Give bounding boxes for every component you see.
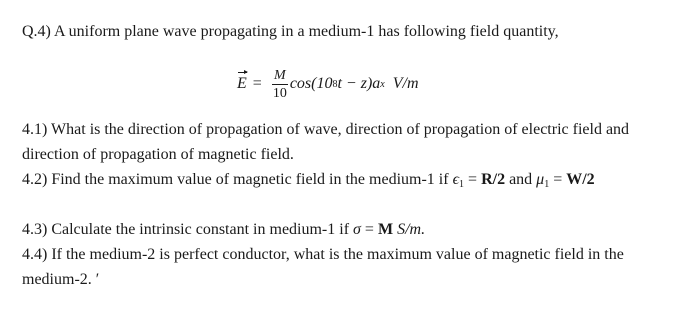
- mu-symbol: μ: [536, 171, 545, 188]
- fraction-numerator: M: [273, 67, 286, 83]
- part-4-2: [22, 170, 595, 195]
- fraction-bar: [272, 84, 288, 85]
- mu-value: W/2: [566, 171, 595, 188]
- equals-3: =: [360, 221, 378, 238]
- epsilon-value: R/2: [481, 171, 506, 188]
- mu-subscript: 1: [544, 179, 550, 190]
- equals-2: =: [549, 171, 567, 188]
- and-word: and: [505, 171, 537, 188]
- part-4-1-line2: direction of propagation of magnetic field.: [22, 146, 294, 163]
- exponent: 8: [332, 78, 338, 90]
- equation-unit: V/m: [392, 75, 419, 92]
- part-4-2-text: 4.2) Find the maximum value of magnetic field in the medium-1 if: [22, 171, 453, 188]
- equals-sign: =: [252, 75, 262, 92]
- sigma-symbol: σ: [353, 221, 361, 238]
- argument-rest: t − z)a: [337, 75, 381, 92]
- unit-vector-subscript: x: [380, 78, 385, 90]
- sigma-unit: S/m.: [393, 221, 426, 238]
- e-vector-symbol: E: [237, 75, 247, 92]
- part-4-4-line2: medium-2. ′: [22, 271, 100, 288]
- epsilon-subscript: 1: [459, 179, 465, 190]
- epsilon-symbol: ϵ: [452, 171, 460, 188]
- part-4-1-line1: 4.1) What is the direction of propagation of wave, direction of propagation of electric field and: [22, 121, 630, 138]
- sigma-value: M: [377, 221, 394, 238]
- part-4-4-line1: 4.4) If the medium-2 is perfect conductor, what is the maximum value of magnetic field in the: [22, 246, 624, 263]
- field-equation: [237, 64, 419, 104]
- equals-1: =: [464, 171, 482, 188]
- question-heading: Q.4) A uniform plane wave propagating in a medium-1 has following field quantity,: [22, 23, 559, 40]
- part-4-3: [22, 220, 425, 240]
- fraction-denominator: 10: [272, 85, 287, 101]
- fraction: [272, 68, 288, 101]
- cos-function: cos(10: [289, 75, 333, 92]
- part-4-3-text: 4.3) Calculate the intrinsic constant in medium-1 if: [22, 221, 354, 238]
